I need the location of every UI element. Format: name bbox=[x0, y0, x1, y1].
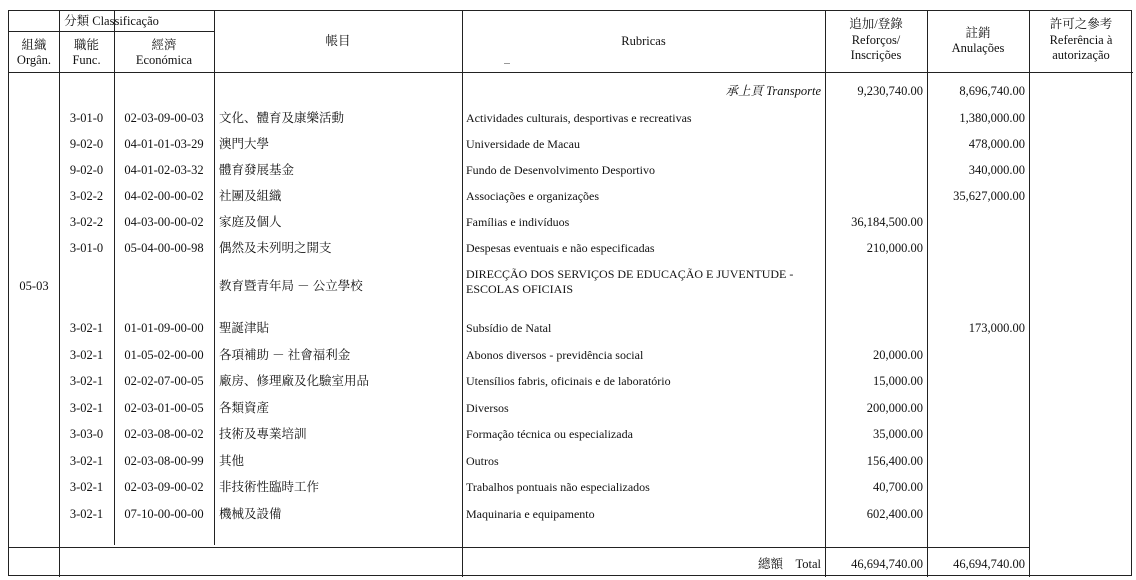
econ-code: 04-01-01-03-29 bbox=[124, 137, 204, 151]
reforcos-value: 602,400.00 bbox=[866, 507, 923, 521]
total-reforcos: 46,694,740.00 bbox=[851, 557, 923, 571]
rubric-pt: Maquinaria e equipamento bbox=[466, 507, 595, 521]
header-reforcos-pt2: Inscrições bbox=[850, 48, 902, 62]
anulacoes-value: 1,380,000.00 bbox=[959, 111, 1025, 125]
org-code: 05-03 bbox=[19, 279, 49, 293]
econ-code: 05-04-00-00-98 bbox=[124, 241, 204, 255]
func-code: 3-03-0 bbox=[69, 427, 104, 441]
header-econ-zh: 經濟 bbox=[151, 38, 177, 52]
econ-code: 01-05-02-00-00 bbox=[124, 348, 204, 362]
func-code: 3-02-1 bbox=[69, 454, 104, 468]
header-func-zh: 職能 bbox=[73, 38, 99, 52]
rubric-pt: Outros bbox=[466, 454, 499, 468]
budget-table bbox=[8, 10, 1132, 576]
rubric-zh: 各項補助 － 社會福利金 bbox=[219, 348, 351, 362]
rubric-zh: 文化、體育及康樂活動 bbox=[219, 111, 345, 125]
rubric-pt: Universidade de Macau bbox=[466, 137, 580, 151]
section-title-pt: DIRECÇÃO DOS SERVIÇOS DE EDUCAÇÃO E JUVENTUDE - bbox=[466, 267, 794, 281]
header-ref-zh: 許可之參考 bbox=[1049, 17, 1113, 31]
reforcos-value: 210,000.00 bbox=[866, 241, 923, 255]
header-ledger: 帳目 bbox=[325, 34, 351, 48]
header-anul-pt: Anulações bbox=[951, 41, 1005, 55]
econ-code: 04-01-02-03-32 bbox=[124, 163, 204, 177]
rubric-zh: 機械及設備 bbox=[219, 507, 282, 521]
func-code: 3-02-1 bbox=[69, 480, 104, 494]
func-code: 3-02-1 bbox=[69, 401, 104, 415]
econ-code: 02-03-01-00-05 bbox=[124, 401, 204, 415]
reforcos-value: 15,000.00 bbox=[873, 374, 923, 388]
rubric-pt: Despesas eventuais e não especificadas bbox=[466, 241, 655, 255]
rubric-zh: 非技術性臨時工作 bbox=[219, 480, 320, 494]
func-code: 3-02-1 bbox=[69, 374, 104, 388]
rubric-zh: 各類資產 bbox=[219, 401, 270, 415]
econ-code: 02-03-09-00-02 bbox=[124, 480, 204, 494]
header-func-pt: Func. bbox=[72, 53, 101, 67]
func-code: 3-02-2 bbox=[69, 189, 104, 203]
total-label-zh: 總額 bbox=[757, 557, 783, 571]
anulacoes-value: 173,000.00 bbox=[968, 321, 1025, 335]
header-org-zh: 組織 bbox=[21, 38, 47, 52]
econ-code: 04-02-00-00-02 bbox=[124, 189, 204, 203]
rubric-pt: Subsídio de Natal bbox=[466, 321, 552, 335]
econ-code: 04-03-00-00-02 bbox=[124, 215, 204, 229]
header-reforcos-zh: 追加/登錄 bbox=[849, 17, 903, 31]
anulacoes-value: 478,000.00 bbox=[968, 137, 1025, 151]
rubric-pt: Associações e organizações bbox=[466, 189, 600, 203]
transport-reforcos: 9,230,740.00 bbox=[857, 84, 923, 98]
rubric-zh: 技術及專業培訓 bbox=[219, 427, 307, 441]
func-code: 3-02-1 bbox=[69, 321, 104, 335]
econ-code: 02-03-08-00-02 bbox=[124, 427, 204, 441]
anulacoes-value: 340,000.00 bbox=[968, 163, 1025, 177]
rubric-zh: 聖誕津貼 bbox=[219, 321, 270, 335]
header-classification: 分類 Classificação bbox=[64, 14, 159, 28]
rubric-pt: Fundo de Desenvolvimento Desportivo bbox=[466, 163, 655, 177]
func-code: 3-02-1 bbox=[69, 507, 104, 521]
rubric-pt: Utensílios fabris, oficinais e de laboratório bbox=[466, 374, 671, 388]
transport-label: 承上頁 Transporte bbox=[725, 84, 821, 98]
func-code: 9-02-0 bbox=[69, 163, 104, 177]
header-org-pt: Orgân. bbox=[16, 53, 52, 67]
func-code: 3-01-0 bbox=[69, 111, 104, 125]
reforcos-value: 200,000.00 bbox=[866, 401, 923, 415]
scan-mark bbox=[504, 63, 510, 64]
rubric-zh: 其他 bbox=[219, 454, 245, 468]
transport-anulacoes: 8,696,740.00 bbox=[959, 84, 1025, 98]
econ-code: 02-03-08-00-99 bbox=[124, 454, 204, 468]
func-code: 9-02-0 bbox=[69, 137, 104, 151]
econ-code: 01-01-09-00-00 bbox=[124, 321, 204, 335]
section-title-pt-2: ESCOLAS OFICIAIS bbox=[466, 282, 574, 296]
reforcos-value: 35,000.00 bbox=[873, 427, 923, 441]
econ-code: 02-02-07-00-05 bbox=[124, 374, 204, 388]
rubric-pt: Famílias e indivíduos bbox=[466, 215, 570, 229]
func-code: 3-02-2 bbox=[69, 215, 104, 229]
rubric-zh: 偶然及未列明之開支 bbox=[219, 241, 332, 255]
total-label-pt: Total bbox=[795, 557, 821, 571]
func-code: 3-01-0 bbox=[69, 241, 104, 255]
total-label bbox=[462, 557, 821, 571]
rubric-zh: 家庭及個人 bbox=[219, 215, 282, 229]
header-anul-zh: 註銷 bbox=[965, 26, 991, 40]
reforcos-value: 156,400.00 bbox=[866, 454, 923, 468]
anulacoes-value: 35,627,000.00 bbox=[953, 189, 1025, 203]
reforcos-value: 20,000.00 bbox=[873, 348, 923, 362]
reforcos-value: 40,700.00 bbox=[873, 480, 923, 494]
rubric-pt: Formação técnica ou especializada bbox=[466, 427, 633, 441]
rubric-pt: Diversos bbox=[466, 401, 509, 415]
rubric-pt: Trabalhos pontuais não especializados bbox=[466, 480, 650, 494]
rubric-pt: Abonos diversos - previdência social bbox=[466, 348, 644, 362]
rubric-pt: Actividades culturais, desportivas e recreativas bbox=[466, 111, 692, 125]
reforcos-value: 36,184,500.00 bbox=[851, 215, 923, 229]
econ-code: 02-03-09-00-03 bbox=[124, 111, 204, 125]
rubric-zh: 澳門大學 bbox=[219, 137, 270, 151]
header-ref-pt1: Referência à bbox=[1049, 33, 1113, 47]
header-ref-pt2: autorização bbox=[1052, 48, 1110, 62]
rubric-zh: 廠房、修理廠及化驗室用品 bbox=[219, 374, 370, 388]
rubric-zh: 社團及組織 bbox=[219, 189, 282, 203]
header-econ-pt: Económica bbox=[135, 53, 193, 67]
header-reforcos-pt1: Reforços/ bbox=[851, 33, 901, 47]
rubric-zh: 體育發展基金 bbox=[219, 163, 295, 177]
func-code: 3-02-1 bbox=[69, 348, 104, 362]
total-anulacoes: 46,694,740.00 bbox=[953, 557, 1025, 571]
section-title-zh: 教育暨青年局 － 公立學校 bbox=[219, 279, 363, 293]
header-rubricas: Rubricas bbox=[621, 34, 666, 48]
econ-code: 07-10-00-00-00 bbox=[124, 507, 204, 521]
